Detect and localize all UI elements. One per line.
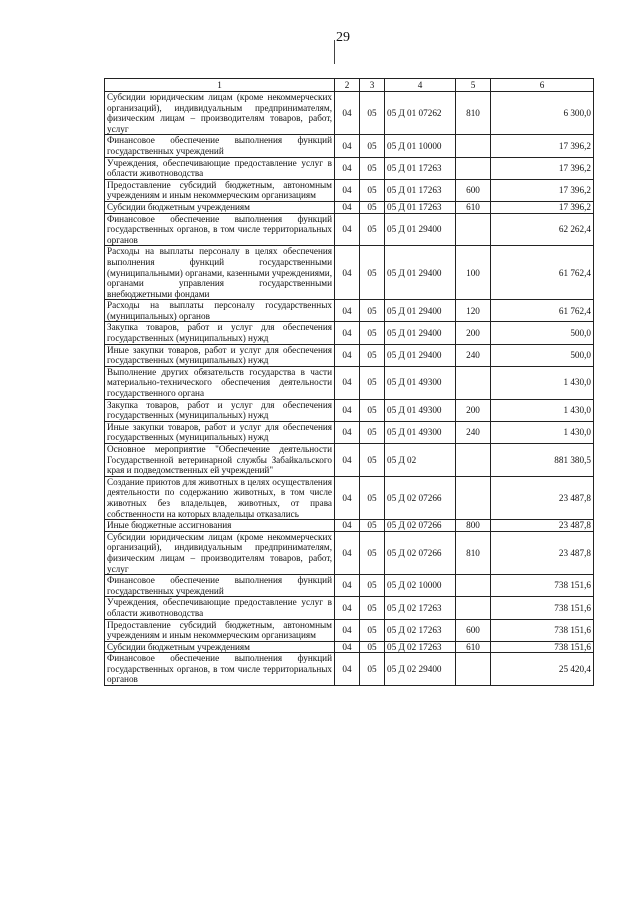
expense-type-cell: 240 xyxy=(456,421,491,443)
subsection-code-cell: 05 xyxy=(360,92,385,135)
target-article-cell: 05 Д 01 49300 xyxy=(385,421,456,443)
row-name-cell: Иные закупки товаров, работ и услуг для обеспечения государственных (муниципальных) нужд xyxy=(105,344,335,366)
target-article-cell: 05 Д 02 07266 xyxy=(385,476,456,519)
column-header: 4 xyxy=(385,79,456,92)
section-code-cell: 04 xyxy=(335,597,360,619)
subsection-code-cell: 05 xyxy=(360,476,385,519)
amount-cell: 1 430,0 xyxy=(491,399,594,421)
column-header: 2 xyxy=(335,79,360,92)
section-code-cell: 04 xyxy=(335,213,360,246)
subsection-code-cell: 05 xyxy=(360,344,385,366)
section-code-cell: 04 xyxy=(335,444,360,477)
section-code-cell: 04 xyxy=(335,476,360,519)
row-name-cell: Субсидии бюджетным учреждениям xyxy=(105,641,335,653)
section-code-cell: 04 xyxy=(335,520,360,532)
table-row xyxy=(105,444,594,477)
table-row xyxy=(105,653,594,686)
target-article-cell: 05 Д 01 49300 xyxy=(385,399,456,421)
expense-type-cell: 610 xyxy=(456,201,491,213)
column-header: 3 xyxy=(360,79,385,92)
amount-cell: 61 762,4 xyxy=(491,300,594,322)
table-row xyxy=(105,92,594,135)
row-name-cell: Закупка товаров, работ и услуг для обеспечения государственных (муниципальных) нужд xyxy=(105,322,335,344)
table-row xyxy=(105,399,594,421)
target-article-cell: 05 Д 02 07266 xyxy=(385,531,456,574)
row-name-cell: Предоставление субсидий бюджетным, автономным учреждениям и иным некоммерческим организациям xyxy=(105,179,335,201)
row-name-cell: Расходы на выплаты персоналу государственных (муниципальных) органов xyxy=(105,300,335,322)
column-header: 1 xyxy=(105,79,335,92)
subsection-code-cell: 05 xyxy=(360,366,385,399)
row-name-cell: Учреждения, обеспечивающие предоставление услуг в области животноводства xyxy=(105,157,335,179)
amount-cell: 881 380,5 xyxy=(491,444,594,477)
target-article-cell: 05 Д 02 17263 xyxy=(385,597,456,619)
page-divider-mark xyxy=(334,40,335,64)
amount-cell: 500,0 xyxy=(491,344,594,366)
section-code-cell: 04 xyxy=(335,399,360,421)
expense-type-cell: 240 xyxy=(456,344,491,366)
expense-type-cell: 810 xyxy=(456,92,491,135)
target-article-cell: 05 Д 02 29400 xyxy=(385,653,456,686)
target-article-cell: 05 Д 02 07266 xyxy=(385,520,456,532)
section-code-cell: 04 xyxy=(335,135,360,157)
table-row xyxy=(105,213,594,246)
expense-type-cell xyxy=(456,597,491,619)
table-row xyxy=(105,421,594,443)
section-code-cell: 04 xyxy=(335,322,360,344)
target-article-cell: 05 Д 01 17263 xyxy=(385,179,456,201)
row-name-cell: Предоставление субсидий бюджетным, автономным учреждениям и иным некоммерческим организациям xyxy=(105,619,335,641)
target-article-cell: 05 Д 01 07262 xyxy=(385,92,456,135)
target-article-cell: 05 Д 01 49300 xyxy=(385,366,456,399)
table-row xyxy=(105,366,594,399)
table-header-row xyxy=(105,79,594,92)
expense-type-cell xyxy=(456,653,491,686)
subsection-code-cell: 05 xyxy=(360,421,385,443)
table-row xyxy=(105,246,594,300)
amount-cell: 25 420,4 xyxy=(491,653,594,686)
section-code-cell: 04 xyxy=(335,201,360,213)
amount-cell: 17 396,2 xyxy=(491,135,594,157)
expense-type-cell xyxy=(456,476,491,519)
expense-type-cell: 200 xyxy=(456,322,491,344)
expense-type-cell xyxy=(456,366,491,399)
row-name-cell: Иные закупки товаров, работ и услуг для обеспечения государственных (муниципальных) нужд xyxy=(105,421,335,443)
section-code-cell: 04 xyxy=(335,179,360,201)
row-name-cell: Иные бюджетные ассигнования xyxy=(105,520,335,532)
section-code-cell: 04 xyxy=(335,157,360,179)
section-code-cell: 04 xyxy=(335,300,360,322)
subsection-code-cell: 05 xyxy=(360,619,385,641)
table-row xyxy=(105,322,594,344)
row-name-cell: Выполнение других обязательств государства в части материально-технического обеспечения деятельности государственного органа xyxy=(105,366,335,399)
amount-cell: 23 487,8 xyxy=(491,476,594,519)
table-row xyxy=(105,201,594,213)
amount-cell: 17 396,2 xyxy=(491,201,594,213)
row-name-cell: Финансовое обеспечение выполнения функций государственных органов, в том числе территориальных органов xyxy=(105,653,335,686)
target-article-cell: 05 Д 01 29400 xyxy=(385,322,456,344)
expense-type-cell xyxy=(456,135,491,157)
amount-cell: 738 151,6 xyxy=(491,641,594,653)
subsection-code-cell: 05 xyxy=(360,520,385,532)
subsection-code-cell: 05 xyxy=(360,641,385,653)
section-code-cell: 04 xyxy=(335,92,360,135)
subsection-code-cell: 05 xyxy=(360,597,385,619)
section-code-cell: 04 xyxy=(335,653,360,686)
column-header: 6 xyxy=(491,79,594,92)
row-name-cell: Субсидии бюджетным учреждениям xyxy=(105,201,335,213)
expense-type-cell: 610 xyxy=(456,641,491,653)
section-code-cell: 04 xyxy=(335,344,360,366)
section-code-cell: 04 xyxy=(335,641,360,653)
subsection-code-cell: 05 xyxy=(360,322,385,344)
amount-cell: 1 430,0 xyxy=(491,366,594,399)
table-row xyxy=(105,597,594,619)
amount-cell: 738 151,6 xyxy=(491,597,594,619)
section-code-cell: 04 xyxy=(335,366,360,399)
expense-type-cell xyxy=(456,213,491,246)
table-row xyxy=(105,476,594,519)
amount-cell: 23 487,8 xyxy=(491,520,594,532)
expense-type-cell xyxy=(456,157,491,179)
row-name-cell: Закупка товаров, работ и услуг для обеспечения государственных (муниципальных) нужд xyxy=(105,399,335,421)
row-name-cell: Субсидии юридическим лицам (кроме некоммерческих организаций), индивидуальным предпринимателям, физическим лицам – производителям товаров, работ, услуг xyxy=(105,531,335,574)
expense-type-cell xyxy=(456,444,491,477)
amount-cell: 61 762,4 xyxy=(491,246,594,300)
section-code-cell: 04 xyxy=(335,246,360,300)
column-header: 5 xyxy=(456,79,491,92)
table-row xyxy=(105,641,594,653)
table-row xyxy=(105,179,594,201)
subsection-code-cell: 05 xyxy=(360,201,385,213)
target-article-cell: 05 Д 01 17263 xyxy=(385,201,456,213)
target-article-cell: 05 Д 02 17263 xyxy=(385,619,456,641)
subsection-code-cell: 05 xyxy=(360,399,385,421)
subsection-code-cell: 05 xyxy=(360,444,385,477)
target-article-cell: 05 Д 02 17263 xyxy=(385,641,456,653)
target-article-cell: 05 Д 02 10000 xyxy=(385,575,456,597)
target-article-cell: 05 Д 01 29400 xyxy=(385,300,456,322)
target-article-cell: 05 Д 01 29400 xyxy=(385,213,456,246)
table-row xyxy=(105,157,594,179)
table-row xyxy=(105,575,594,597)
amount-cell: 738 151,6 xyxy=(491,619,594,641)
table-row xyxy=(105,135,594,157)
row-name-cell: Создание приютов для животных в целях осуществления деятельности по содержанию животных, в том числе животных без владельцев, животных, от права собственности на которых владельцы отказались xyxy=(105,476,335,519)
amount-cell: 17 396,2 xyxy=(491,157,594,179)
target-article-cell: 05 Д 01 29400 xyxy=(385,246,456,300)
subsection-code-cell: 05 xyxy=(360,135,385,157)
expense-type-cell: 600 xyxy=(456,619,491,641)
table-row xyxy=(105,619,594,641)
table-row xyxy=(105,344,594,366)
amount-cell: 17 396,2 xyxy=(491,179,594,201)
target-article-cell: 05 Д 01 17263 xyxy=(385,157,456,179)
subsection-code-cell: 05 xyxy=(360,653,385,686)
row-name-cell: Расходы на выплаты персоналу в целях обеспечения выполнения функций государственными (муниципальными) органами, казенными учреждениями, органами управления государственными внебюджетными фондами xyxy=(105,246,335,300)
page-number: 29 xyxy=(336,30,350,45)
subsection-code-cell: 05 xyxy=(360,575,385,597)
amount-cell: 500,0 xyxy=(491,322,594,344)
target-article-cell: 05 Д 01 29400 xyxy=(385,344,456,366)
amount-cell: 1 430,0 xyxy=(491,421,594,443)
amount-cell: 738 151,6 xyxy=(491,575,594,597)
subsection-code-cell: 05 xyxy=(360,213,385,246)
budget-table xyxy=(104,78,594,686)
table-row xyxy=(105,520,594,532)
subsection-code-cell: 05 xyxy=(360,531,385,574)
expense-type-cell: 100 xyxy=(456,246,491,300)
section-code-cell: 04 xyxy=(335,531,360,574)
subsection-code-cell: 05 xyxy=(360,246,385,300)
table-body xyxy=(105,92,594,686)
amount-cell: 62 262,4 xyxy=(491,213,594,246)
row-name-cell: Основное мероприятие "Обеспечение деятельности Государственной ветеринарной службы Забайкальского края и подведомственных ей учреждений" xyxy=(105,444,335,477)
target-article-cell: 05 Д 01 10000 xyxy=(385,135,456,157)
row-name-cell: Финансовое обеспечение выполнения функций государственных учреждений xyxy=(105,575,335,597)
section-code-cell: 04 xyxy=(335,575,360,597)
target-article-cell: 05 Д 02 xyxy=(385,444,456,477)
expense-type-cell: 600 xyxy=(456,179,491,201)
subsection-code-cell: 05 xyxy=(360,157,385,179)
expense-type-cell: 120 xyxy=(456,300,491,322)
row-name-cell: Финансовое обеспечение выполнения функций государственных органов, в том числе территориальных органов xyxy=(105,213,335,246)
subsection-code-cell: 05 xyxy=(360,179,385,201)
expense-type-cell: 200 xyxy=(456,399,491,421)
amount-cell: 23 487,8 xyxy=(491,531,594,574)
expense-type-cell: 800 xyxy=(456,520,491,532)
row-name-cell: Финансовое обеспечение выполнения функций государственных учреждений xyxy=(105,135,335,157)
amount-cell: 6 300,0 xyxy=(491,92,594,135)
row-name-cell: Учреждения, обеспечивающие предоставление услуг в области животноводства xyxy=(105,597,335,619)
section-code-cell: 04 xyxy=(335,619,360,641)
table-row xyxy=(105,300,594,322)
table-row xyxy=(105,531,594,574)
expense-type-cell: 810 xyxy=(456,531,491,574)
subsection-code-cell: 05 xyxy=(360,300,385,322)
row-name-cell: Субсидии юридическим лицам (кроме некоммерческих организаций), индивидуальным предпринимателям, физическим лицам – производителям товаров, работ, услуг xyxy=(105,92,335,135)
expense-type-cell xyxy=(456,575,491,597)
section-code-cell: 04 xyxy=(335,421,360,443)
